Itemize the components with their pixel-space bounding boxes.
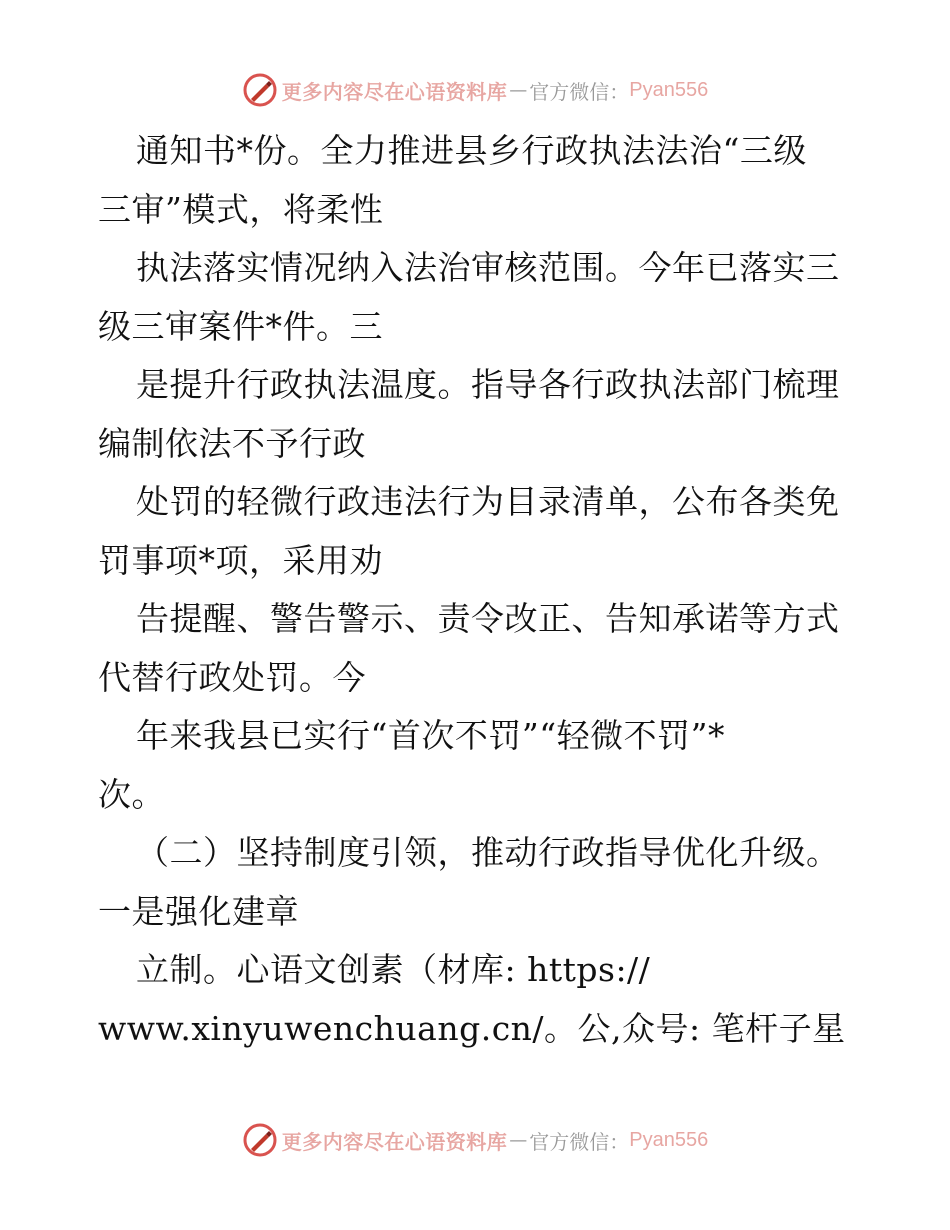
paragraph-line: 是提升行政执法温度。指导各行政执法部门梳理 (136, 365, 840, 404)
pen-logo-icon (242, 72, 278, 108)
paragraph-line: 执法落实情况纳入法治审核范围。今年已落实三 (136, 248, 840, 287)
pen-logo-icon (242, 1122, 278, 1158)
watermark-main-text: 更多内容尽在心语资料库 (281, 79, 508, 104)
paragraph-line: 处罚的轻微行政违法行为目录清单，公布各类免 (136, 482, 840, 521)
paragraph-line: 年来我县已实行“首次不罚”“轻微不罚”* (136, 716, 725, 755)
watermark-dash: — (509, 79, 528, 101)
paragraph-line: 告提醒、警告警示、责令改正、告知承诺等方式 (136, 599, 840, 638)
watermark-dash: — (509, 1129, 528, 1151)
watermark-sub-text: 官方微信： (529, 1129, 630, 1154)
watermark-id: Pyan556 (629, 1128, 709, 1151)
paragraph-line: 通知书*份。全力推进县乡行政执法法治“三级 (136, 131, 807, 170)
paragraph-line: 一是强化建章 (98, 891, 299, 931)
paragraph-line: 次。 (98, 774, 165, 814)
paragraph-line: 级三审案件*件。三 (98, 306, 383, 346)
paragraph-line: 三审”模式，将柔性 (98, 189, 384, 229)
paragraph-line: www.xinyuwenchuang.cn/。公,众号: 笔杆子星 (98, 1008, 846, 1048)
paragraph-line: 代替行政处罚。今 (98, 657, 366, 697)
watermark-id: Pyan556 (629, 78, 709, 101)
section-heading-line: （二）坚持制度引领，推动行政指导优化升级。 (136, 833, 840, 872)
footer-watermark (0, 1120, 950, 1160)
watermark-main-text: 更多内容尽在心语资料库 (281, 1129, 508, 1154)
watermark-sub-text: 官方微信： (529, 79, 630, 104)
header-watermark (0, 70, 950, 110)
paragraph-line: 编制依法不予行政 (98, 423, 366, 463)
paragraph-line: 立制。心语文创素（材库: https:// (136, 950, 651, 989)
paragraph-line: 罚事项*项，采用劝 (98, 540, 383, 580)
document-body (98, 122, 858, 1058)
